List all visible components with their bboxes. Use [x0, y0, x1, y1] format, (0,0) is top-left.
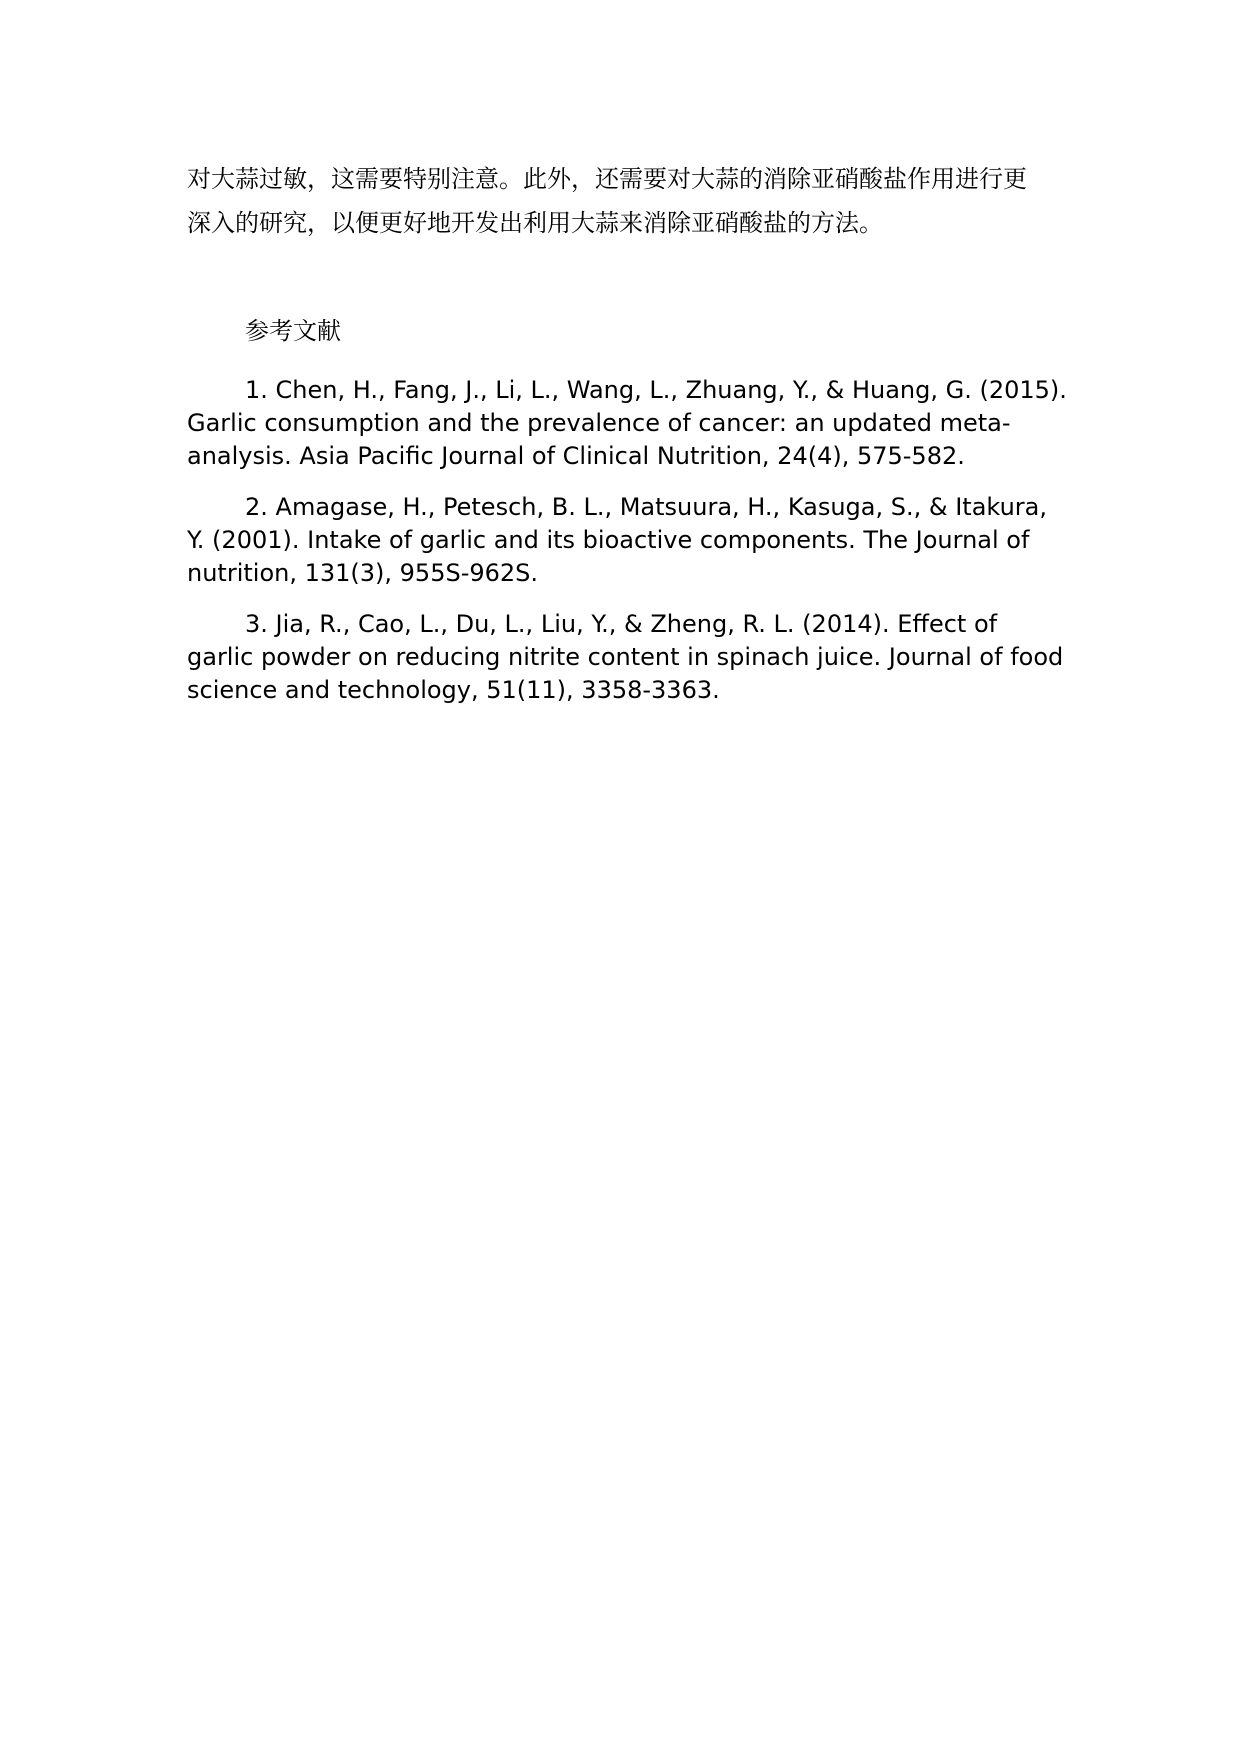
body-paragraph: 对大蒜过敏，这需要特别注意。此外，还需要对大蒜的消除亚硝酸盐作用进行更深入的研究，以便更好地开发出利用大蒜来消除亚硝酸盐的方法。: [187, 165, 1027, 237]
reference-item: 1. Chen, H., Fang, J., Li, L., Wang, L., Zhuang, Y., & Huang, G. (2015). Garlic consumption and the prevalence of cancer: an updated meta-analysis. Asia Pacific Journal of Clinical Nutrition, 24(4), 575-582.: [187, 376, 1067, 470]
reference-item: 3. Jia, R., Cao, L., Du, L., Liu, Y., & Zheng, R. L. (2014). Effect of garlic powder on reducing nitrite content in spinach juice. Journal of food science and technology, 51(11), 3358-3363.: [187, 610, 1064, 704]
reference-item: 2. Amagase, H., Petesch, B. L., Matsuura, H., Kasuga, S., & Itakura, Y. (2001). Intake of garlic and its bioactive components. The Journal of nutrition, 131(3), 955S-962S.: [187, 493, 1047, 587]
references-heading: 参考文献: [245, 317, 341, 345]
